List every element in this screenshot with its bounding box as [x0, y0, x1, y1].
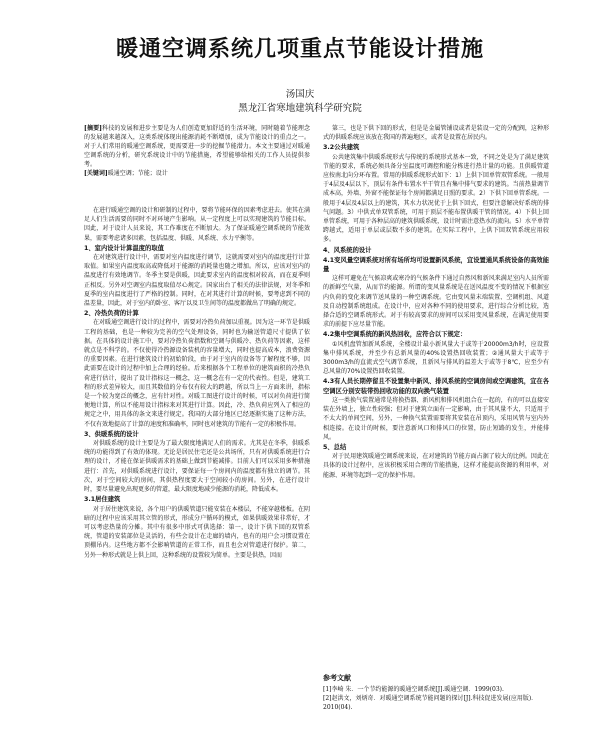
- keywords-text: 暖通空调；节能；设计: [107, 170, 168, 177]
- reference-item: [2]赵洪文，刘炳奇．对暖通空调系统节能问题的探讨[J].科技促进发展(应用版)．2010(04).: [323, 695, 538, 711]
- right-intro-text: 第三，也是下供下回的形式，但是是金属管铺设或者是装设一定的分配阀，这种形式的供暖系统应该放在我国的普遍地区，或者是设置在居民内。: [323, 125, 549, 142]
- section-3-2-text: 公共建筑集中供暖系统形式与传统的系统形式基本一致，不同之处是为了满足建筑节能的要求，系统必须具备分室温度可调控和能分栋进行热计量的功能。且供暖管道应按南北向分环布置。常用的供暖系统形式如下：1）上供下回单管双管系统。一般用于4层及4层以下，顶层有条件布置水平干管且有集中排气要求的建筑。当前热量调节成本高，外墙、外窗不能保证每个房间都满足日照的要求。2）下供下回单管系统。一般用于4层及4层以上的建筑，其水力状况优于上供下回式，但要注意解决好系统的排气问题。3）中供式单双管系统，可用于顶层不能布置供暖干管的情况。4）下供上回单管系统，可用于各种层高的建筑供暖系统，设计时需注意热水的流向。5）水平单管跨越式，适用于单层或层数不多的建筑。在实际工程中，上供下回双管系统应用较多。: [323, 153, 549, 244]
- keywords-label: [关键词]: [84, 170, 108, 177]
- left-column: [84, 206, 310, 706]
- section-5-text: 对于民用建筑暖通空调系统来说，在对建筑的节能方面占据了较大的比例。因此在具体的设计过程中，应该积极采用合理的节能措施，这样才能提高资源的利用率，对能源、环境等起到一定的保护作用。: [323, 453, 549, 479]
- section-3-2-heading: 3.2公共建筑: [323, 144, 360, 152]
- intro-paragraph: 在进行暖通空调的设计和研制的过程中，要将节能环保的因素考虑进去。使其在满足人们生活需要的同时不对环境产生影响。从一定程度上可以实现建筑的节能目标。因此，对于设计人员来说，其工作难度在不断加大。为了保证暖通空调系统的节能效果，需要考虑诸多因素，包括温度、供暖、风系统、水力平衡等。: [84, 207, 310, 242]
- section-3-1-text: 对于居住建筑来说，各个用户的供暖管道只能安装在本楼层，不能穿越楼板。在阴暗的过程中应该采用其立管的形式，形成分户循环的模式，如果供暖效果非常好，才可以考虑热量的分摊。其中有很多中形式可供选择：第一，设计下供下回的双管系统，管道的安装部位是灵活的，有些会设计在走廊的墙内，也有的用户会习惯设置在顶棚吊内。这些地方都不会影响管道的正常工作，而且也会对管道进行保护。第二，另外一种形式就是上供上回，这种系统的设置较为简单。主要是供热，因而: [84, 505, 310, 559]
- section-4-1-heading: 4.1变风量空调系统对所有场所均可设置新风系统，宜设置通风系统设备的高效能量: [323, 256, 549, 274]
- abstract: [84, 124, 310, 178]
- affiliation: 黑龙江省寒地建筑科学研究院: [238, 103, 362, 114]
- page-title: 暖通空调系统几项重点节能设计措施: [115, 36, 484, 62]
- section-4-3-heading: 4.3有人员长期停留且不设置集中新风、排风系统的空调房间或空调建筑，宜在各空调区分别安装带热回收功能的双向换气装置: [323, 378, 549, 395]
- section-3-heading: 3、供暖系统的设计: [84, 430, 139, 438]
- section-3-1-heading: 3.1居住建筑: [84, 496, 121, 504]
- section-1-heading: 1、室内设计计算温度的取值: [84, 244, 164, 252]
- references-heading: 参考文献: [323, 674, 351, 682]
- section-4-2-text: ①风机盘管加新风系统，全楼设计最小新风量大于或等于20000m3/h时，应设置集中排风系统，并至少有总新风量的40%设置热回收装置；②通风量大于或等于3000m3/h的直流式空气调节系统，且新风与排风的温差大于或等于8℃，应至少有总风量的70%设置热回收装置。: [323, 340, 549, 376]
- abstract-text: 科技的发展和进步主要是为人们创造更加舒适的生活环境，同时随着节能理念的发展越来越深入，这类系统体现出能源消耗不断增加，成为节能设计的重点之一。对于人们常用的暖通空调系统，更需要进一步的挖掘节能潜力。本文主要通过对暖通空调系统的分析，研究系统设计中的节能措施，希望能够给相关的工作人员提供参考。: [84, 125, 310, 168]
- section-3-text: 对供暖系统的设计主要是为了最大限度地满足人们的需求。尤其是在冬季，供暖系统的功能得到了有效的体现。无论是居民住宅还是公共场所，只有对供暖系统进行合理的设计，才能在保证供暖需求的基础上做到节能减排。目前人们可以采用多种措施进行：首先，对供暖系统进行设计，要保证每一个房间内的温度都有独立的调节。其次，对于空间较大的房间，其供热程度要大于空间较小的房间。另外，在进行设计时，要尽量避免出现更多的管道，最大限度地减少能源的消耗，降低成本。: [84, 440, 310, 494]
- section-4-1-text: 这样可避免在气候凉爽或寒冷的气候条件下通过自然风和新风来满足室内人员所需的新鲜空气量，从而节约能源。所谓的变风量系统是在送风温度不变的情况下根据室内负荷的变化来调节送风量的一种空调系统。它由变风量末端装置、空调机组、风道及自动控制系统组成。在设计中，应对各种不同的使用要求，进行综合分析比较，选择合适的空调系统形式。对于有较高要求的房间可以采用变风量系统，在满足使用要求的前提下应尽量节能。: [323, 275, 549, 329]
- references: [323, 674, 549, 712]
- author: 汤国庆: [285, 89, 315, 100]
- section-5-heading: 5、总结: [323, 443, 347, 451]
- reference-item: [1]李崎 朱．一个节约能源的暖通空调系统[J].暖通空调．1999(03).: [323, 686, 504, 693]
- right-column: [323, 124, 549, 569]
- section-1-text: 在对建筑进行设计中，需要对室内温度进行调节，这就需要对室内的温度进行计算取值。如果室内温度取高或降低对于能源的消耗量也随之增加。所以，应该对室内的温度进行有效地调节。冬季主要是供暖，因此要求室内的温度相对较高，而在夏季则正相反。另外对空调室内温度取值尽心规定。国家出台了相关的法律法规，对冬季和夏季的室内温度进行了严格的控制。同时，在对其进行计算的时候，要考虑到不同的温差量，因此，对于室内的卧室、客厅以及卫生间等的温度都做出了明确的规定。: [84, 254, 310, 308]
- section-4-3-text: 这一类换气装置通常是将换热器、新风机和排风机组合在一起的，有的可以直接安装在外墙上，独立性较强；但对于建筑立面有一定影响，由于其风量不大，只适用于不太大的单间空间，另外，一种换气装置需要将其安装在吊顶内，采用风管与室内外相连接。在设计的时候，要注意新风口和排风口的位置，防止短路的发生，并能排风。: [323, 396, 549, 441]
- section-2-heading: 2、冷热负荷的计算: [84, 310, 139, 318]
- section-4-2-heading: 4.2集中空调系统的新风热回收，应符合以下规定：: [323, 331, 467, 339]
- abstract-label: [摘要]: [84, 125, 103, 132]
- section-4-heading: 4、风系统的设计: [323, 246, 372, 254]
- section-2-text: 在对暖通空调进行设计的过程中，需要对冷热负荷加以重视。因为这一环节是供暖工程的基础，也是一种较为完善的空气处理设备，同时也为输送管道尺寸提供了依据。在具体的设计施工中，要对冷热负荷指数和空调与供暖冷、热负荷等因素，这样就点是不科学的。不仅使得冷热源设备装机的容量增大，同时也提高成本，浪费资源的重要因素。在进行建筑设计的初始阶段，由于对于室内的设备等了解程度不够，因此需要在设计的过程中加上合理的经验。后来根据各个工程单位的建筑面积的冷热负荷进行估计，提出了设计指标这一概念，这一概念在有一定的代表性。但是，建筑工程的形式差异较大，而且其数值的分布仅有较大的跨越，所以当上一方面来讲，指标是一个较为宽泛的概念，应有针对性。对暖工图进行设计的时候，可以对负荷进行简便地计算，所以不能用设计指标来对其进行计算。因此，冷、热负荷应列入了相应的规定之中，用具体的条文来进行规定。我国的大部分地区已经逐渐实施了这种方法，不仅有效地提高了计算的速度和准确率，同时也对建筑的节能有一定的积极作用。: [84, 319, 310, 428]
